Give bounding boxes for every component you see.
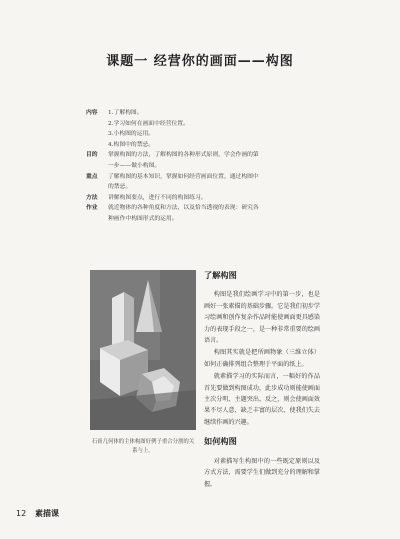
outline-line: 了解构图的基本知识，掌握如何经营画面位置，通过构图中 [108, 173, 259, 180]
outline-row [86, 203, 356, 224]
outline-row [86, 140, 356, 151]
outline-text: 4.构图中的禁忌。 [108, 141, 155, 148]
paragraph: 构图是我们绘画学习中的第一步，也是画好一张素描的基础步骤。它是我们初步学习绘画和创作复杂作品时能使画面更具感染力的表现手段之一，是一种非常重要的绘画语言。 [204, 291, 320, 345]
outline-row [86, 108, 356, 119]
outline-row [86, 150, 356, 171]
book-title: 素描课 [34, 509, 59, 518]
outline-label: 作业 [86, 205, 98, 212]
plaster-geometry-illustration [90, 270, 196, 430]
outline-text: 1.了解构图。 [108, 110, 143, 116]
paragraph: 构图其实就是把所画物象（三维立体）如何正确排列组合整理于平面的纸上。 [204, 349, 320, 368]
outline-text: 3.小构图的运用。 [108, 131, 155, 138]
outline-text [108, 172, 356, 193]
outline-line: 掌握构图的方法，了解构图的各种形式原则，学会作画的第 [108, 152, 259, 159]
outline-label: 重点 [86, 173, 98, 180]
page-title: 课题一 经营你的画面——构图 [106, 54, 294, 69]
outline-text: 2.学习如何在画面中经营位置。 [108, 120, 189, 127]
outline-row [86, 193, 356, 204]
outline-line: 一步——做小构图。 [108, 162, 161, 169]
main-text [204, 270, 320, 491]
outline-label [86, 119, 108, 130]
paragraph: 就素描学习的实际而言，一幅好的作品首先要做到构图成功，此步成功则能使画面主次分明、主题突出、反之，则会使画面效果不尽人意，缺乏丰富的层次，使我们失去继续作画的兴趣。 [204, 373, 320, 426]
outline-label: 方法 [86, 194, 98, 201]
page-footer [16, 508, 59, 519]
paragraph: 对素描写生构图中的一些既定原则以及方式方法，需要学生们做到充分的理解和掌握。 [204, 457, 320, 488]
outline-text [108, 150, 356, 171]
outline-label [86, 140, 108, 151]
section-heading: 了解构图 [204, 270, 237, 280]
outline-row [86, 129, 356, 140]
outline-row [86, 119, 356, 130]
outline-line: 种画作中构图形式的运用。 [108, 215, 178, 222]
figure-caption: 石膏几何体的主体构图好例子重合分割的关系与上。 [91, 439, 195, 454]
outline-line: 的禁忌。 [108, 184, 132, 191]
section-heading: 如何构图 [204, 436, 237, 447]
outline-label: 内容 [86, 110, 98, 116]
outline-text [108, 203, 356, 224]
outline-text: 讲解构图要点，进行不同的构图练习。 [108, 194, 207, 201]
page-number: 12 [16, 509, 27, 518]
outline-label [86, 129, 108, 140]
still-life-photo [90, 270, 196, 430]
outline-label: 目的 [86, 152, 98, 159]
outline-line: 就近物体的各种角度和方法，以及恰当透视的表现：研究各 [108, 205, 259, 212]
outline-row [86, 172, 356, 193]
lesson-outline [86, 108, 356, 225]
